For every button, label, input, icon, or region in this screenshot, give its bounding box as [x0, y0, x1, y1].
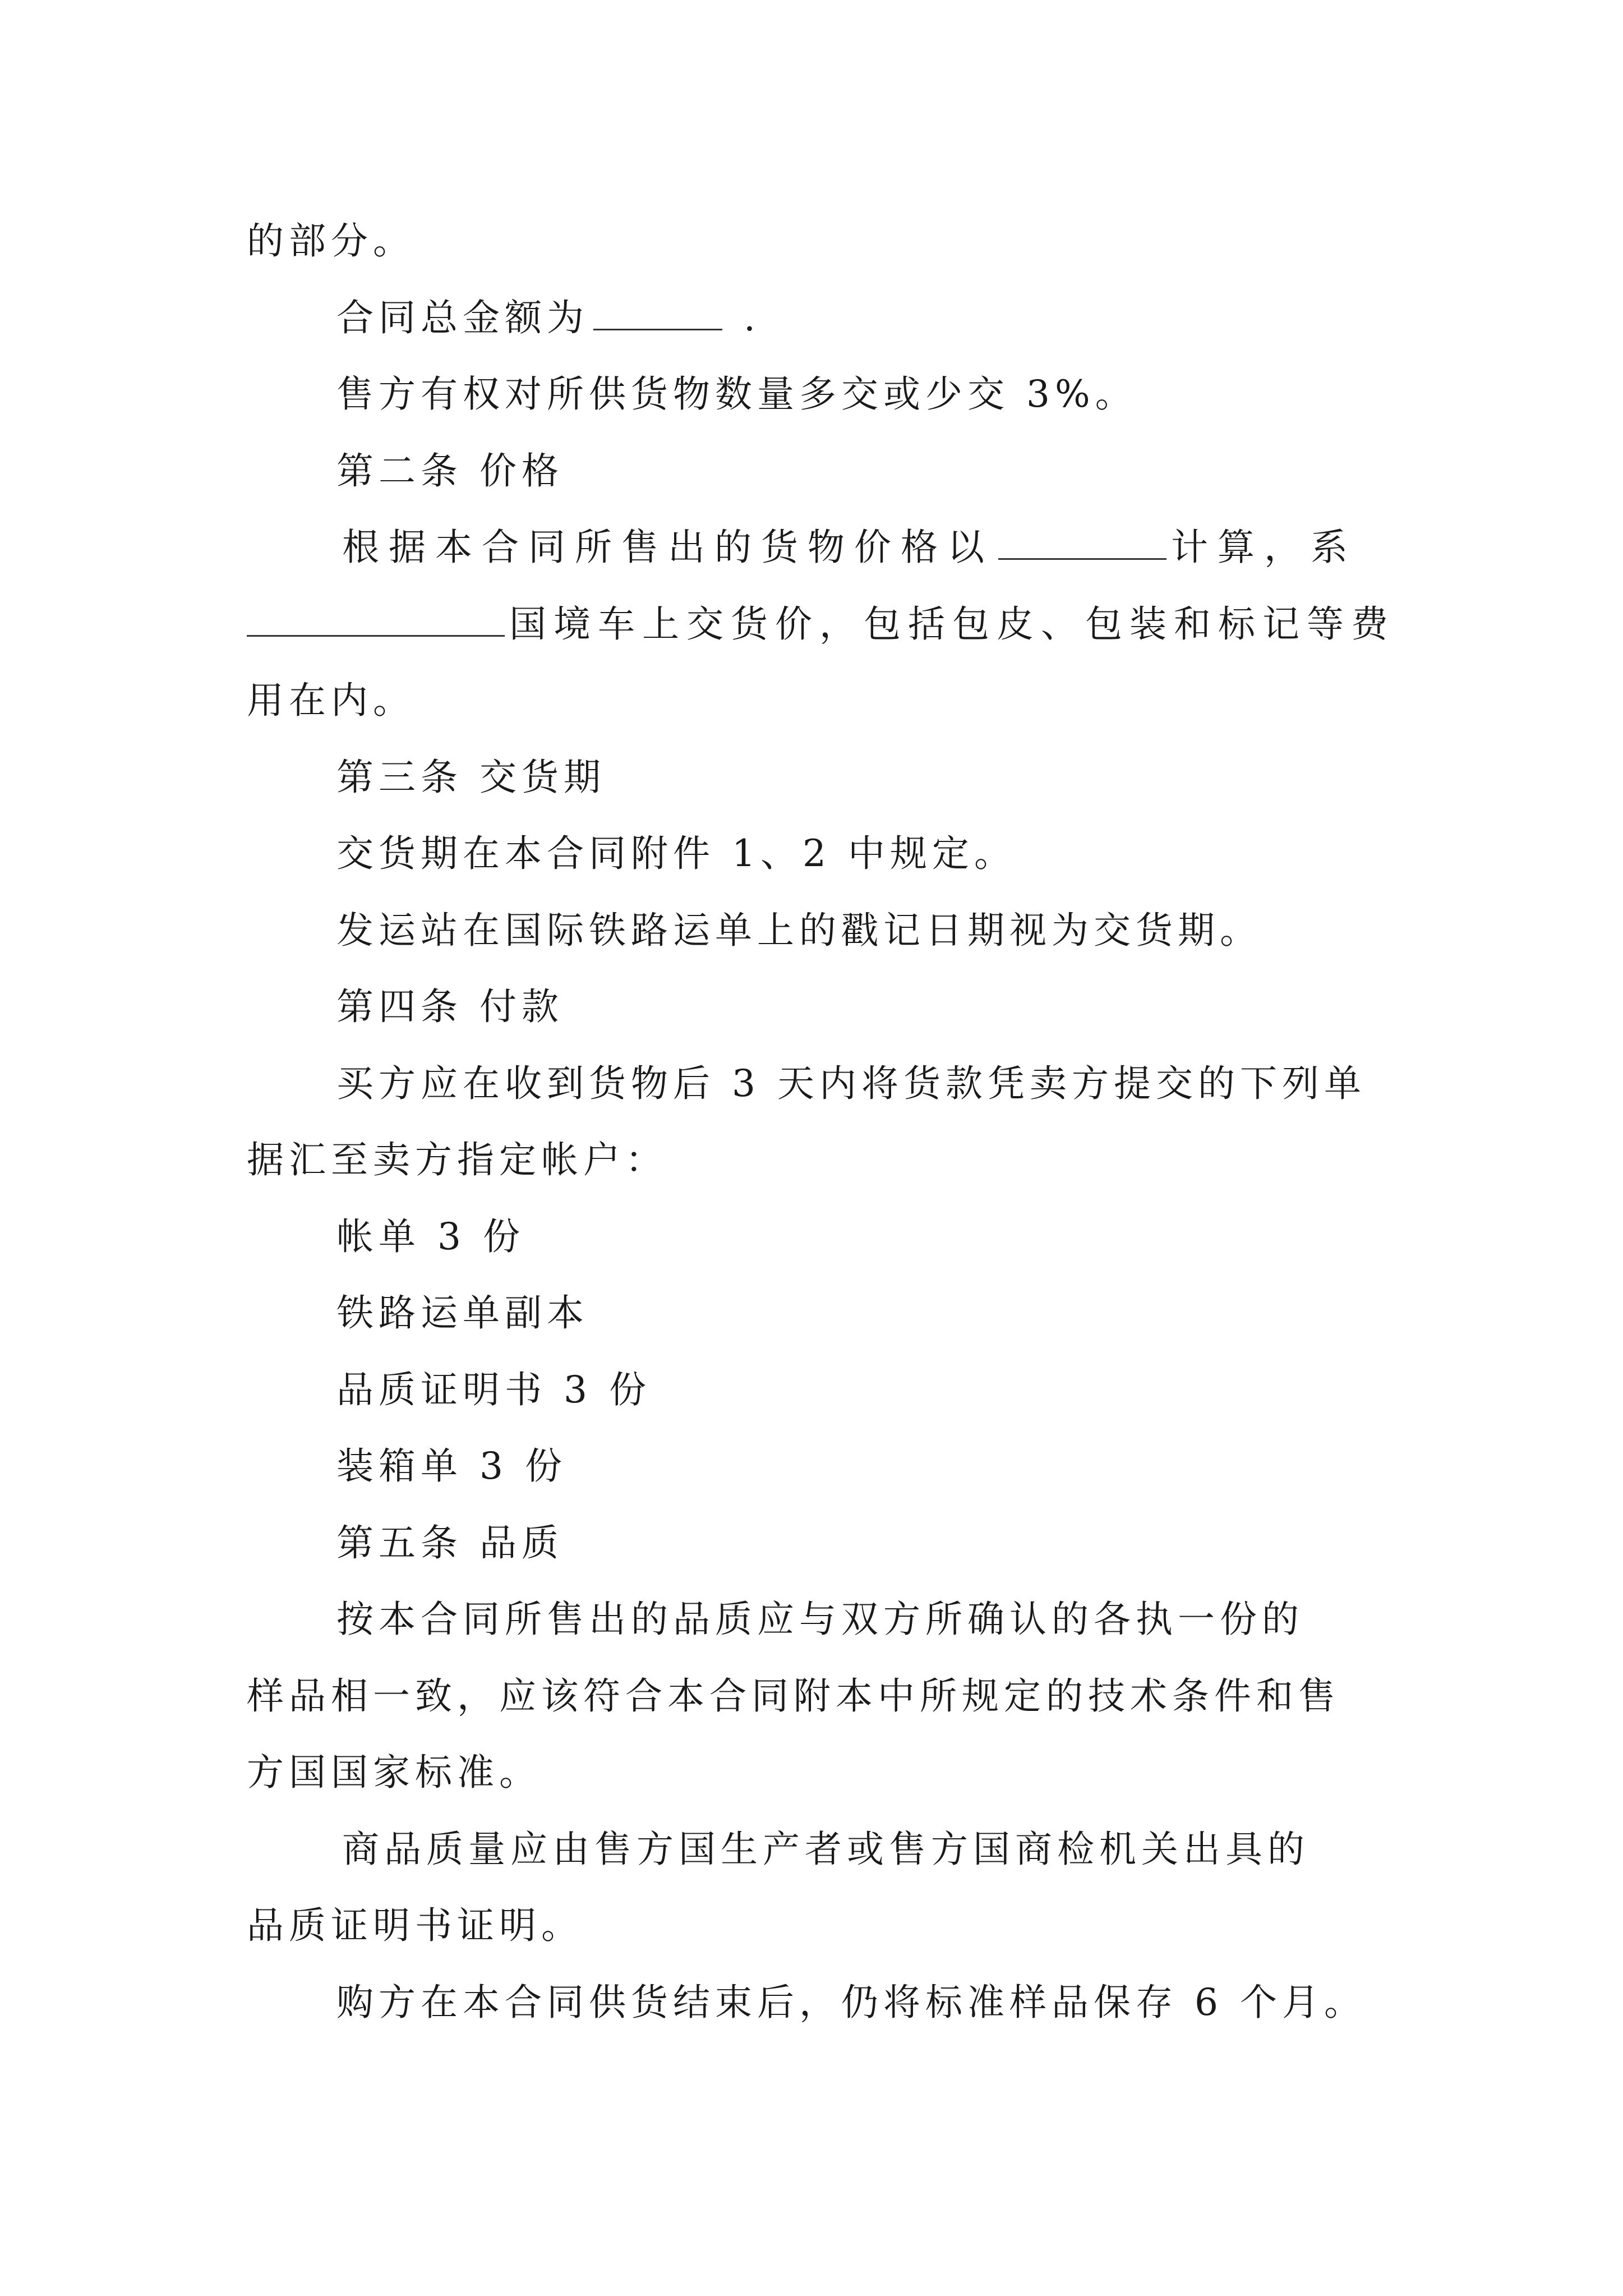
section-heading: 第三条 交货期 [336, 756, 606, 799]
text-line: 交货期在本合同附件 1、2 中规定。 [336, 832, 1016, 875]
text-line: 据汇至卖方指定帐户： [247, 1138, 667, 1181]
text-segment: 合同总金额为 [336, 296, 589, 339]
text-line: 样品相一致，应该符合本合同附本中所规定的技术条件和售 [247, 1674, 1340, 1718]
text-segment: 国境车上交货价，包括包皮、包装和标记等费 [509, 602, 1395, 646]
section-heading: 第四条 付款 [336, 985, 564, 1028]
text-line: 购方在本合同供货结束后，仍将标准样品保存 6 个月。 [336, 1981, 1366, 2024]
text-line: 商品质量应由售方国生产者或售方国商检机关出具的 [342, 1828, 1310, 1871]
text-segment: . [727, 296, 760, 339]
text-line: 品质证明书证明。 [247, 1904, 583, 1947]
section-heading: 第二条 价格 [336, 449, 564, 493]
list-item: 铁路运单副本 [336, 1291, 589, 1335]
text-line: 售方有权对所供货物数量多交或少交 3%。 [336, 372, 1137, 416]
text-line: 用在内。 [247, 679, 415, 722]
text-line [336, 293, 760, 343]
text-line: 发运站在国际铁路运单上的戳记日期视为交货期。 [336, 909, 1262, 952]
list-item: 帐单 3 份 [336, 1215, 525, 1258]
text-line: 买方应在收到货物后 3 天内将货款凭卖方提交的下列单 [336, 1062, 1366, 1105]
text-line: 方国国家标准。 [247, 1751, 541, 1794]
blank-field [998, 523, 1166, 560]
text-segment: 根据本合同所售出的货物价格以 [342, 526, 994, 569]
blank-field [593, 294, 722, 330]
list-item: 装箱单 3 份 [336, 1444, 567, 1488]
text-line: 按本合同所售出的品质应与双方所确认的各执一份的 [336, 1598, 1304, 1641]
section-heading: 第五条 品质 [336, 1521, 564, 1565]
text-line [247, 599, 1395, 650]
text-line [342, 522, 1357, 573]
blank-field [247, 600, 505, 637]
list-item: 品质证明书 3 份 [336, 1368, 651, 1411]
text-line: 的部分。 [247, 219, 415, 263]
text-segment: 计算，系 [1171, 526, 1357, 569]
